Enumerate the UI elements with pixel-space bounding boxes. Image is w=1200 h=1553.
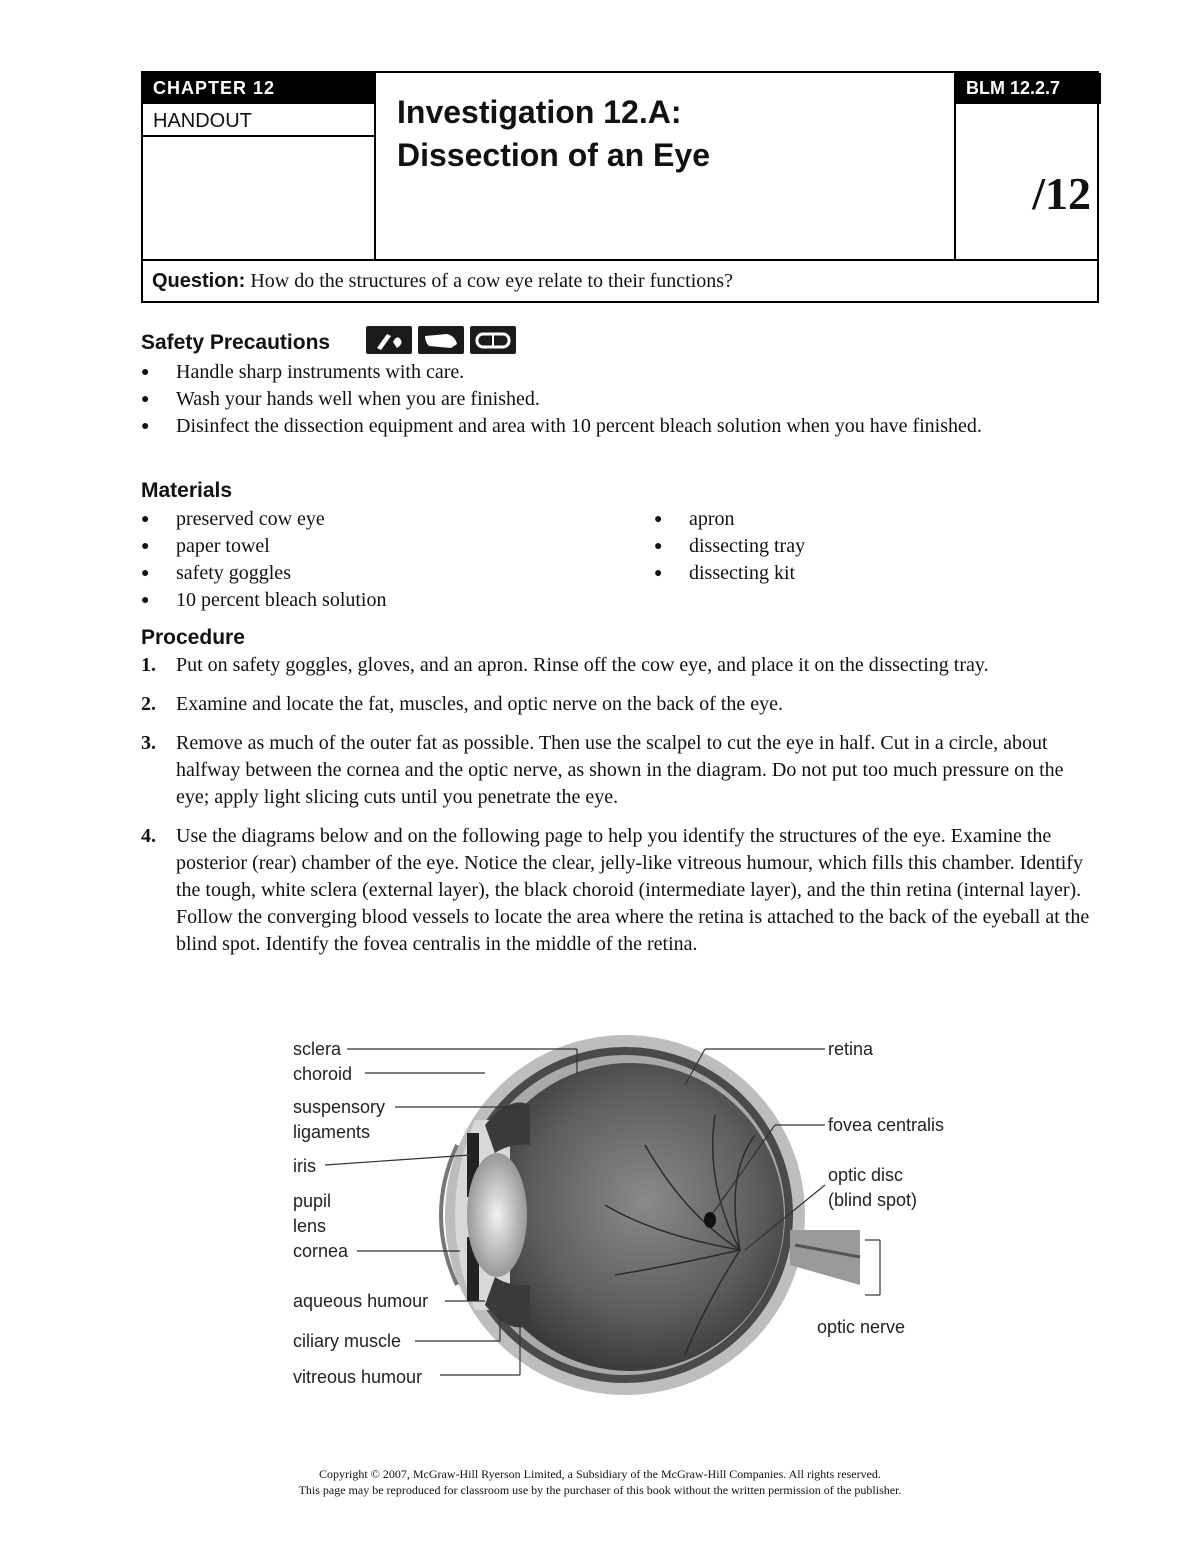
procedure-steps xyxy=(141,652,1091,970)
sharp-object-icon xyxy=(366,326,412,354)
step-number: 4. xyxy=(141,825,156,847)
materials-list-left xyxy=(141,506,621,614)
list-item: ● safety goggles xyxy=(141,560,621,587)
label-aqueous: aqueous humour xyxy=(293,1291,429,1311)
label-cornea: cornea xyxy=(293,1241,349,1261)
fovea-spot xyxy=(704,1212,716,1228)
safety-list xyxy=(141,359,1081,440)
label-suspensory-2: ligaments xyxy=(293,1122,371,1142)
procedure-step xyxy=(141,823,1091,958)
safety-icons xyxy=(366,326,516,354)
label-fovea: fovea centralis xyxy=(828,1115,945,1135)
handout-label: HANDOUT xyxy=(143,104,374,137)
step-number: 1. xyxy=(141,654,156,676)
label-optic-disc-2: (blind spot) xyxy=(828,1190,918,1210)
question-row xyxy=(143,259,1097,303)
list-item: ● Handle sharp instruments with care. xyxy=(141,359,1081,386)
label-ciliary: ciliary muscle xyxy=(293,1331,402,1351)
question-text: How do the structures of a cow eye relate to their functions? xyxy=(250,270,733,292)
header-left-column xyxy=(143,73,376,259)
eye-protection-icon xyxy=(470,326,516,354)
title-line-1: Investigation 12.A: xyxy=(397,94,682,130)
list-item: ● paper towel xyxy=(141,533,621,560)
procedure-step xyxy=(141,730,1091,811)
label-vitreous: vitreous humour xyxy=(293,1367,423,1387)
step-text: Examine and locate the fat, muscles, and optic nerve on the back of the eye. xyxy=(176,693,783,715)
label-choroid: choroid xyxy=(293,1064,353,1084)
materials-list-right xyxy=(654,506,1074,587)
question-label: Question: xyxy=(152,270,246,292)
step-text: Remove as much of the outer fat as possible. Then use the scalpel to cut the eye in half. Cut in a circle, about halfway between the cornea and the optic nerve, as shown in the diagram. Do not put too much pressure on the eye; apply light slicing cuts until you penetrate the eye. xyxy=(176,732,1064,808)
lens-shape xyxy=(467,1153,527,1277)
step-number: 2. xyxy=(141,693,156,715)
label-optic-disc-1: optic disc xyxy=(828,1165,904,1185)
header-table xyxy=(141,71,1099,303)
chapter-label: CHAPTER 12 xyxy=(143,73,374,104)
list-item: ● Disinfect the dissection equipment and area with 10 percent bleach solution when you have finished. xyxy=(141,413,1081,440)
procedure-step xyxy=(141,652,1091,679)
label-iris: iris xyxy=(293,1156,316,1176)
label-sclera: sclera xyxy=(293,1039,342,1059)
eye-anatomy-diagram xyxy=(285,1025,955,1410)
label-lens: lens xyxy=(293,1216,327,1236)
page-title xyxy=(397,91,937,177)
safety-heading: Safety Precautions xyxy=(141,331,331,354)
list-item: ● 10 percent bleach solution xyxy=(141,587,621,614)
title-line-2: Dissection of an Eye xyxy=(397,137,710,173)
hand-wash-icon xyxy=(418,326,464,354)
score-total: /12 xyxy=(1032,168,1091,219)
copyright-line: Copyright © 2007, McGraw-Hill Ryerson Limited, a Subsidiary of the McGraw-Hill Companies. All rights reserved. xyxy=(319,1467,881,1481)
materials-heading: Materials xyxy=(141,479,233,502)
eyeball-graphic xyxy=(441,1035,860,1395)
label-retina: retina xyxy=(828,1039,874,1059)
header-right-column xyxy=(954,73,1101,259)
list-item: ● preserved cow eye xyxy=(141,506,621,533)
list-item: ● dissecting kit xyxy=(654,560,1074,587)
optic-nerve-shape xyxy=(790,1230,860,1285)
label-suspensory-1: suspensory xyxy=(293,1097,386,1117)
blm-label: BLM 12.2.7 xyxy=(956,73,1101,104)
list-item: ● apron xyxy=(654,506,1074,533)
list-item: ● dissecting tray xyxy=(654,533,1074,560)
procedure-step xyxy=(141,691,1091,718)
permission-line: This page may be reproduced for classroom use by the purchaser of this book without the written permission of the publisher. xyxy=(298,1483,902,1497)
label-optic-nerve: optic nerve xyxy=(817,1317,906,1337)
step-number: 3. xyxy=(141,732,156,754)
label-pupil: pupil xyxy=(293,1191,332,1211)
procedure-heading: Procedure xyxy=(141,626,245,649)
list-item: ● Wash your hands well when you are finished. xyxy=(141,386,1081,413)
step-text: Use the diagrams below and on the following page to help you identify the structures of the eye. Examine the posterior (rear) chamber of the eye. Notice the clear, jelly-like vitreous humour, which fills this chamber. Identify the tough, white sclera (external layer), the black choroid (intermediate layer), and the thin retina (internal layer). Follow the converging blood vessels to locate the area where the retina is attached to the back of the eyeball at the blind spot. Identify the fovea centralis in the middle of the retina. xyxy=(176,825,1090,955)
step-text: Put on safety goggles, gloves, and an apron. Rinse off the cow eye, and place it on the dissecting tray. xyxy=(176,654,989,676)
footer xyxy=(0,1466,1200,1498)
